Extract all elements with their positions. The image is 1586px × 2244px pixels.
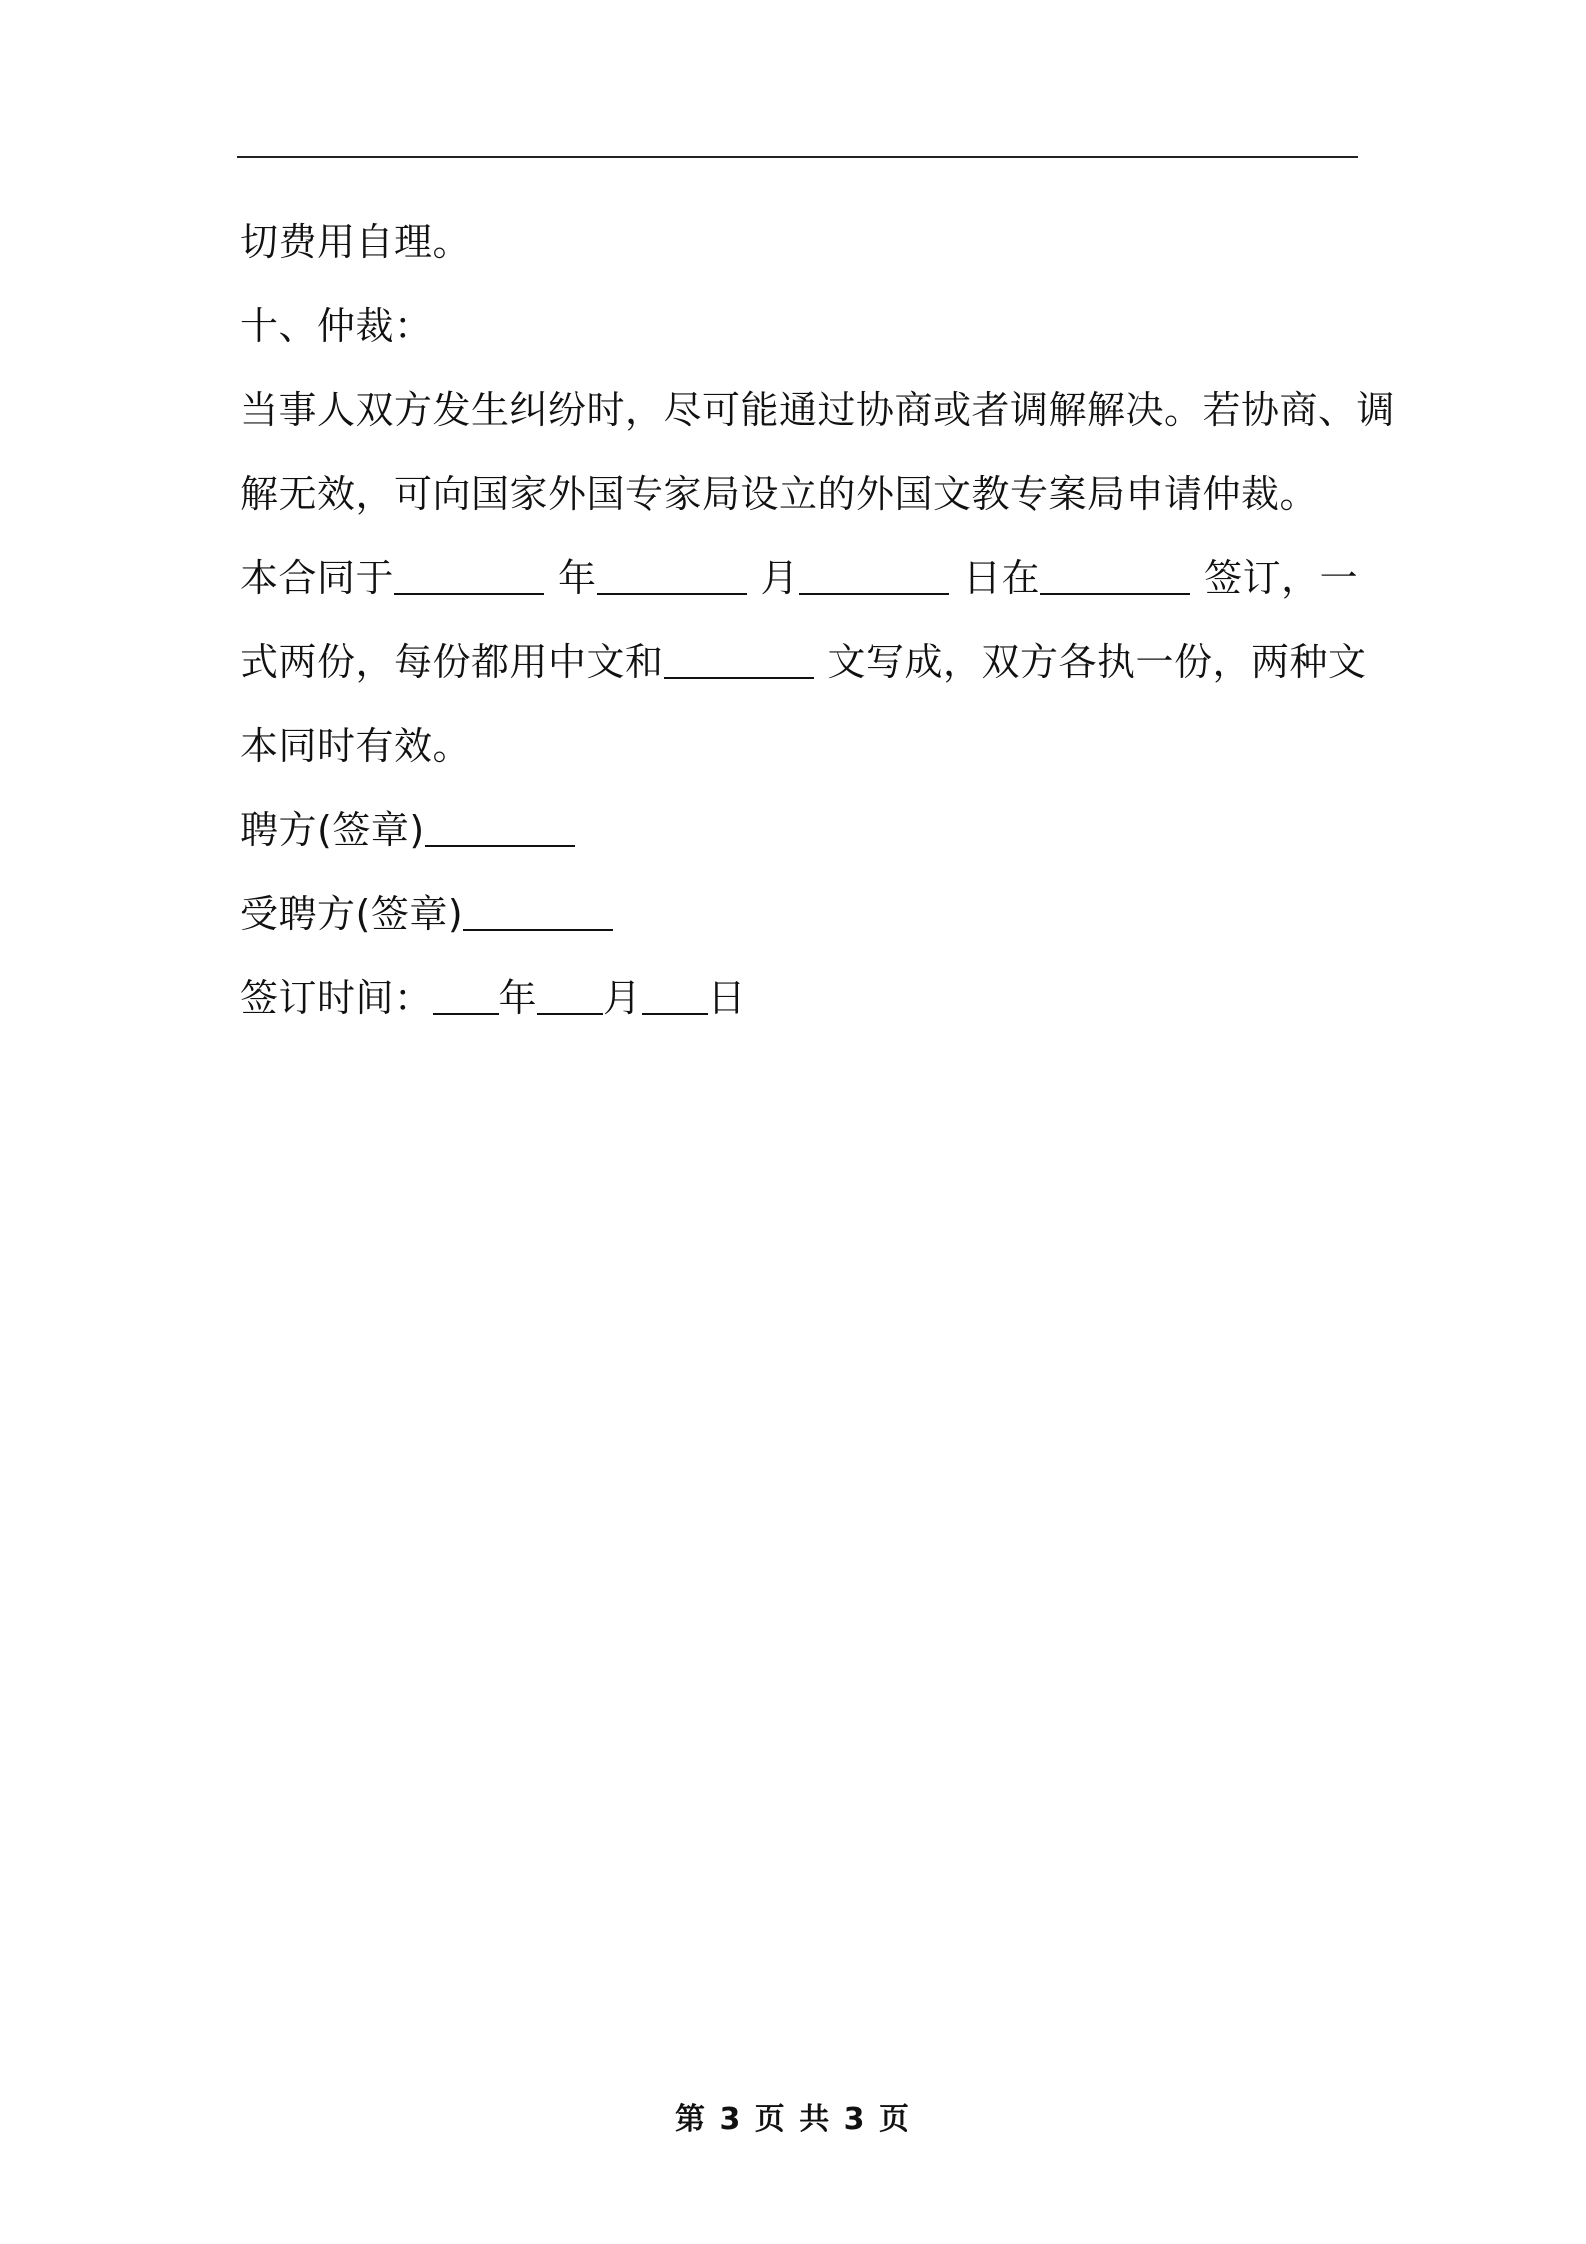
contract-signing-line xyxy=(240,536,1360,620)
blank-field-date-day[interactable] xyxy=(799,561,949,595)
blank-field-date-month[interactable] xyxy=(597,561,747,595)
paragraph-line xyxy=(240,200,1360,284)
text: 解无效，可向国家外国专家局设立的外国文教专案局申请仲裁。 xyxy=(240,472,1319,516)
paragraph-line xyxy=(240,704,1360,788)
text: 本同时有效。 xyxy=(240,724,472,768)
employee-signature-label: 受聘方(签章) xyxy=(240,892,464,936)
blank-field-place[interactable] xyxy=(1040,561,1190,595)
section-heading-arbitration xyxy=(240,284,1360,368)
signing-date-line xyxy=(240,956,1360,1040)
text: 式两份，每份都用中文和 xyxy=(240,640,664,684)
text: 年 xyxy=(498,976,538,1020)
signing-day-field[interactable] xyxy=(642,981,708,1015)
signing-year-field[interactable] xyxy=(433,981,499,1015)
text: 签订，一 xyxy=(1204,556,1359,600)
header-rule xyxy=(237,156,1358,158)
paragraph-line xyxy=(240,452,1360,536)
text: 年 xyxy=(558,556,597,600)
text: 当事人双方发生纠纷时，尽可能通过协商或者调解解决。若协商、调 xyxy=(240,388,1396,432)
employer-signature-label: 聘方(签章) xyxy=(240,808,425,852)
document-body xyxy=(240,200,1396,1040)
contract-language-line xyxy=(240,620,1367,704)
text: 本合同于 xyxy=(240,556,395,600)
blank-field-date-year[interactable] xyxy=(394,561,544,595)
text: 切费用自理。 xyxy=(240,220,472,264)
employer-signature-line xyxy=(240,788,1360,872)
text: 月 xyxy=(603,976,642,1020)
page-number-footer: 第 3 页 共 3 页 xyxy=(675,2102,911,2137)
signing-month-field[interactable] xyxy=(537,981,603,1015)
text: 十、仲裁： xyxy=(240,304,433,348)
text: 文写成，双方各执一份，两种文 xyxy=(827,640,1367,684)
employee-signature-field[interactable] xyxy=(463,897,613,931)
paragraph-line xyxy=(240,368,1396,452)
blank-field-language[interactable] xyxy=(664,645,814,679)
text: 月 xyxy=(760,556,800,600)
employee-signature-line xyxy=(240,872,1360,956)
employer-signature-field[interactable] xyxy=(425,813,575,847)
text: 日在 xyxy=(963,556,1041,600)
signing-date-label: 签订时间： xyxy=(240,976,433,1020)
text: 日 xyxy=(707,976,747,1020)
